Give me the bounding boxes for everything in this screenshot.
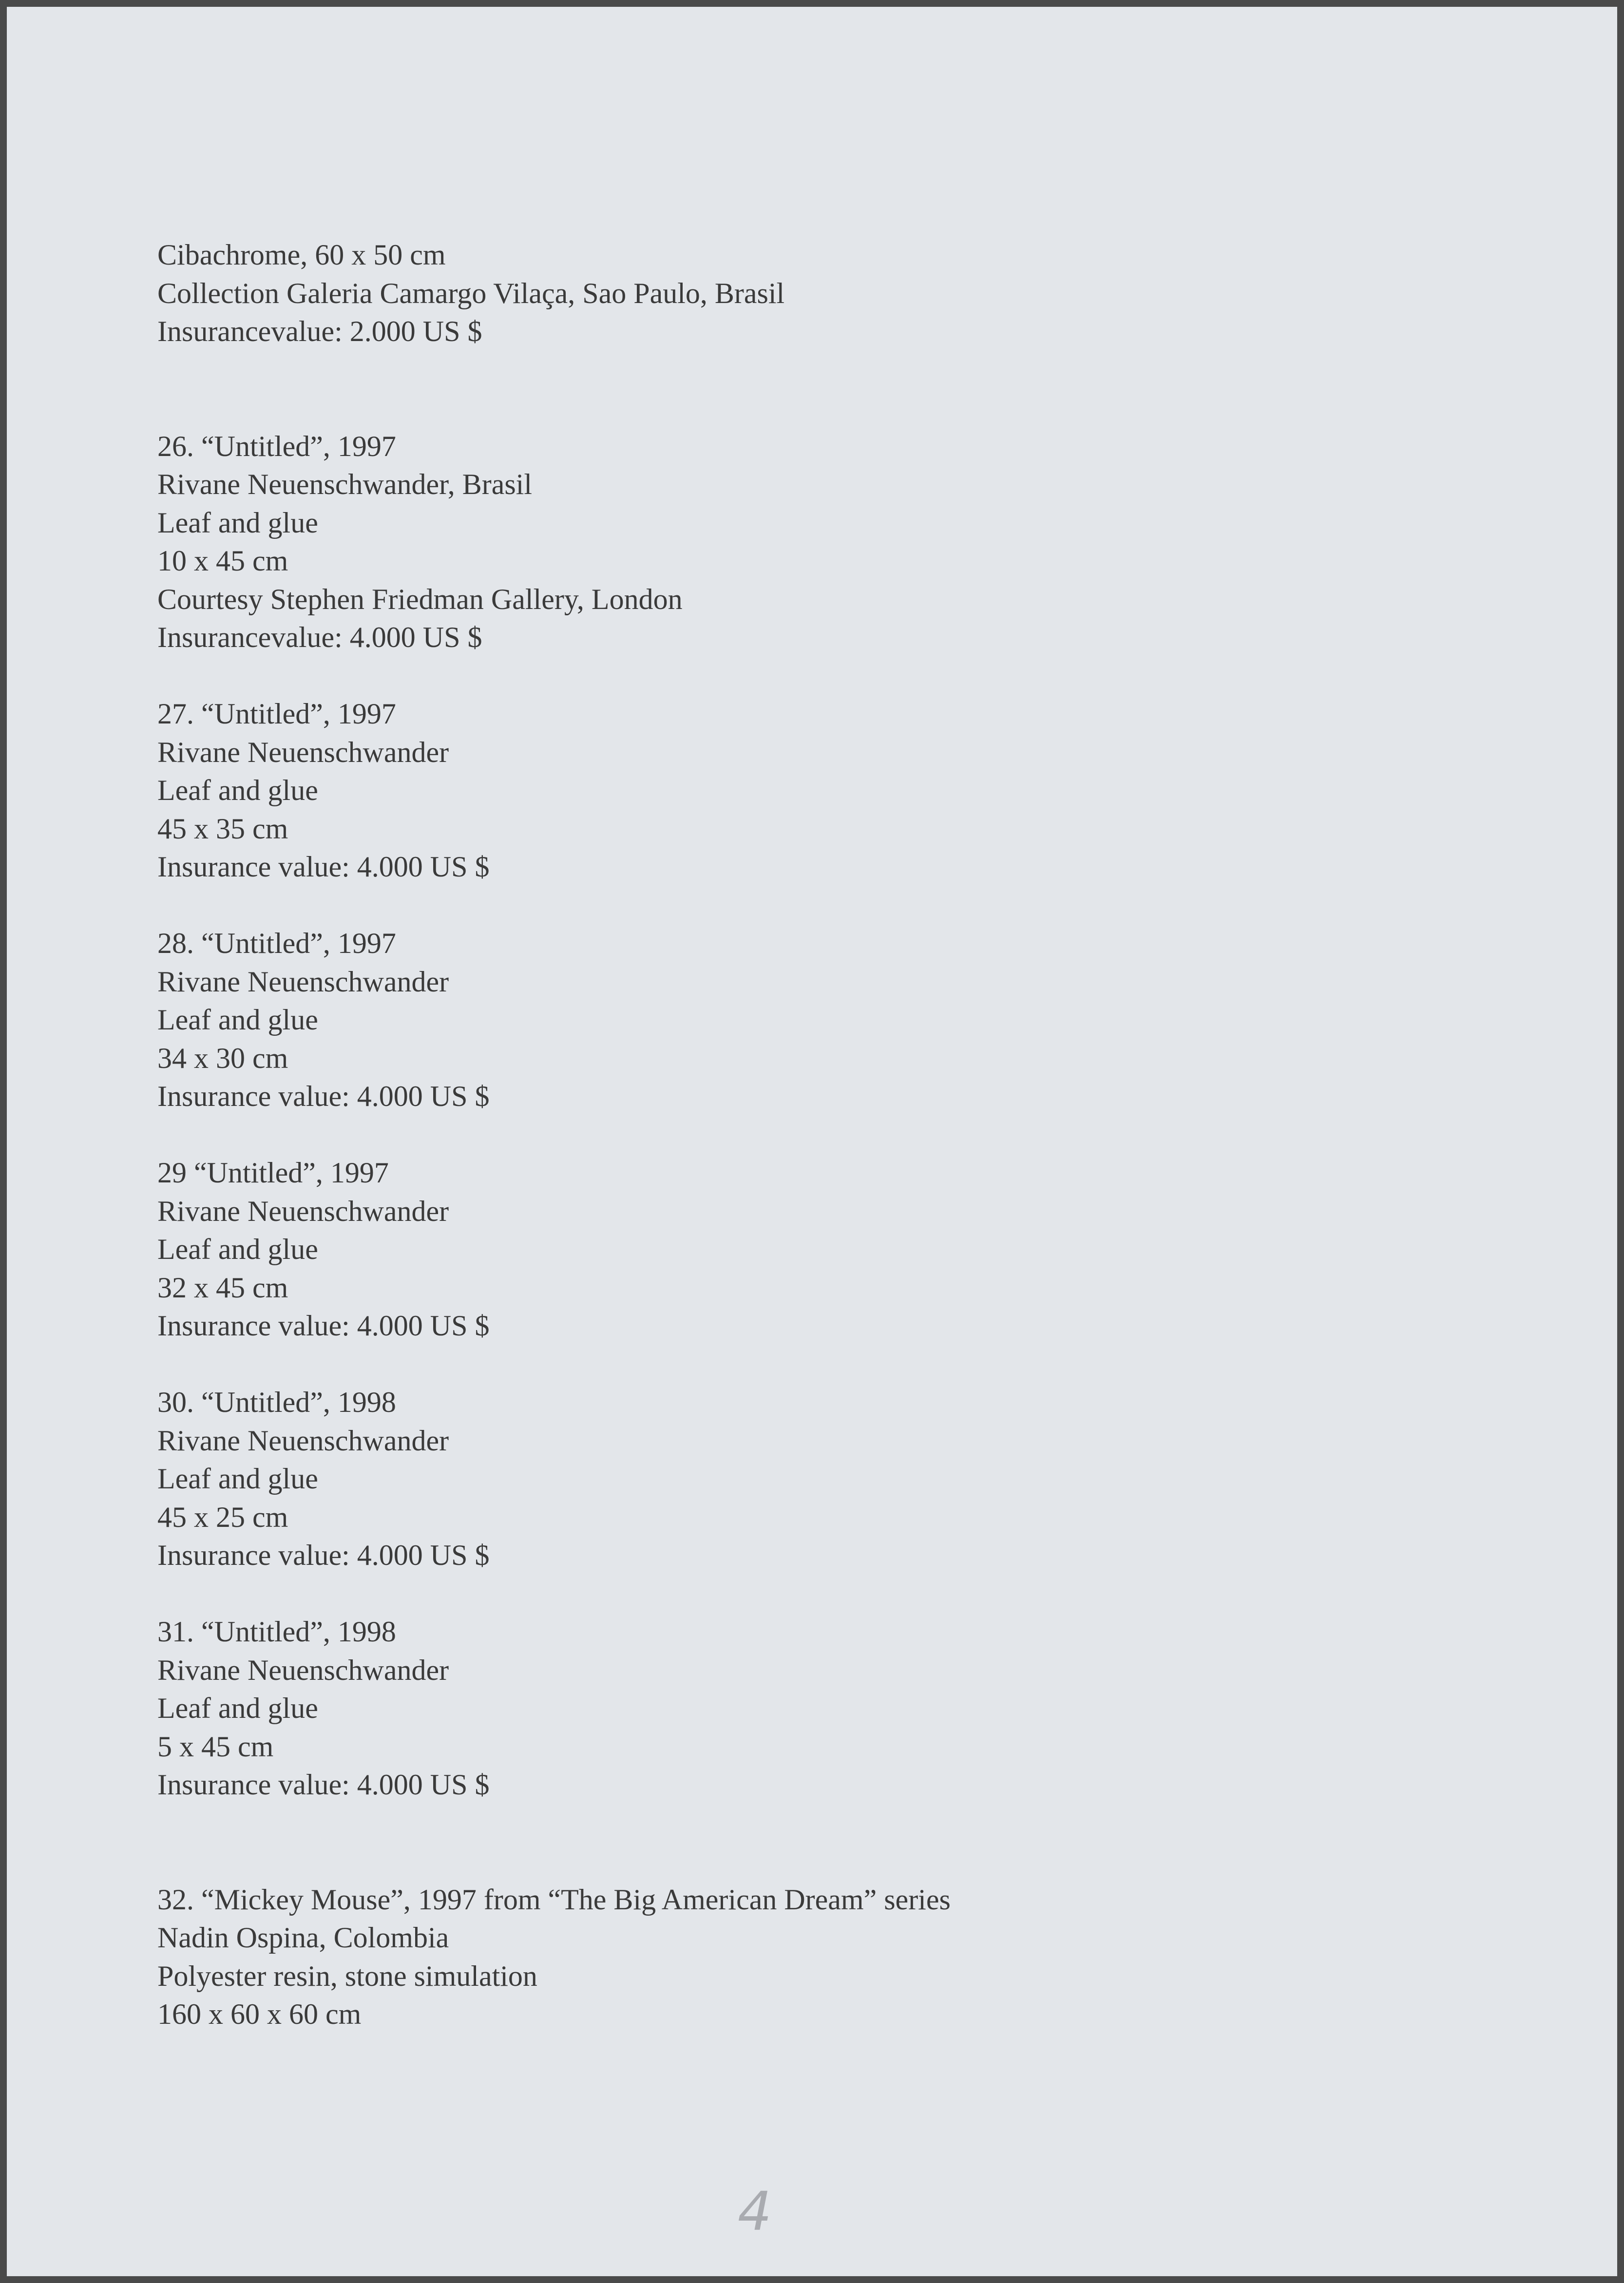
entry-medium: Leaf and glue [157,1692,318,1724]
artwork-entry-30 [157,1383,1522,1575]
artwork-entry-26 [157,427,1522,657]
entry-dimensions: 5 x 45 cm [157,1730,274,1763]
artwork-entry-31 [157,1613,1522,1804]
entry-title: 32. “Mickey Mouse”, 1997 from “The Big American Dream” series [157,1883,951,1916]
entry-dimensions: 45 x 25 cm [157,1501,288,1533]
entry-artist: Rivane Neuenschwander [157,1424,449,1457]
entry-artist: Rivane Neuenschwander [157,965,449,998]
entry-dimensions: 160 x 60 x 60 cm [157,1998,362,2030]
artwork-entry-25-continued [157,236,1522,351]
entry-line: Insurancevalue: 2.000 US $ [157,315,482,347]
entry-title: 31. “Untitled”, 1998 [157,1616,396,1648]
entry-dimensions: 45 x 35 cm [157,812,288,845]
entry-medium: Polyester resin, stone simulation [157,1960,537,1992]
entry-title: 28. “Untitled”, 1997 [157,927,396,959]
artwork-entry-32 [157,1881,1522,2034]
document-page [7,7,1617,2276]
entry-dimensions: 10 x 45 cm [157,545,288,577]
entry-artist: Nadin Ospina, Colombia [157,1922,449,1954]
entry-line: Cibachrome, 60 x 50 cm [157,239,446,271]
entry-title: 29 “Untitled”, 1997 [157,1157,389,1189]
entry-insurance-value: Insurancevalue: 4.000 US $ [157,621,482,653]
spacer [157,1116,1522,1154]
entry-artist: Rivane Neuenschwander, Brasil [157,468,533,500]
entry-medium: Leaf and glue [157,1233,318,1265]
entry-line: Collection Galeria Camargo Vilaça, Sao Paulo, Brasil [157,277,785,309]
artwork-entry-28 [157,924,1522,1116]
spacer [157,1345,1522,1384]
spacer [157,886,1522,925]
entry-artist: Rivane Neuenschwander [157,1654,449,1686]
entry-medium: Leaf and glue [157,506,318,539]
artwork-entry-29 [157,1154,1522,1345]
entry-title: 26. “Untitled”, 1997 [157,430,396,462]
entry-courtesy: Courtesy Stephen Friedman Gallery, London [157,583,683,615]
entry-title: 27. “Untitled”, 1997 [157,698,396,730]
entry-medium: Leaf and glue [157,1463,318,1495]
entry-insurance-value: Insurance value: 4.000 US $ [157,1769,490,1801]
entry-medium: Leaf and glue [157,774,318,806]
spacer [157,1804,1522,1881]
artwork-entry-27 [157,695,1522,886]
entry-artist: Rivane Neuenschwander [157,736,449,768]
spacer [157,351,1522,427]
entry-insurance-value: Insurance value: 4.000 US $ [157,851,490,883]
artwork-list [157,236,1522,2034]
entry-artist: Rivane Neuenschwander [157,1195,449,1227]
handwritten-page-number: 4 [738,2180,772,2243]
entry-insurance-value: Insurance value: 4.000 US $ [157,1080,490,1112]
entry-insurance-value: Insurance value: 4.000 US $ [157,1310,490,1342]
entry-dimensions: 34 x 30 cm [157,1042,288,1074]
entry-medium: Leaf and glue [157,1004,318,1036]
entry-title: 30. “Untitled”, 1998 [157,1386,396,1418]
spacer [157,1575,1522,1613]
spacer [157,657,1522,695]
entry-insurance-value: Insurance value: 4.000 US $ [157,1539,490,1571]
entry-dimensions: 32 x 45 cm [157,1271,288,1304]
